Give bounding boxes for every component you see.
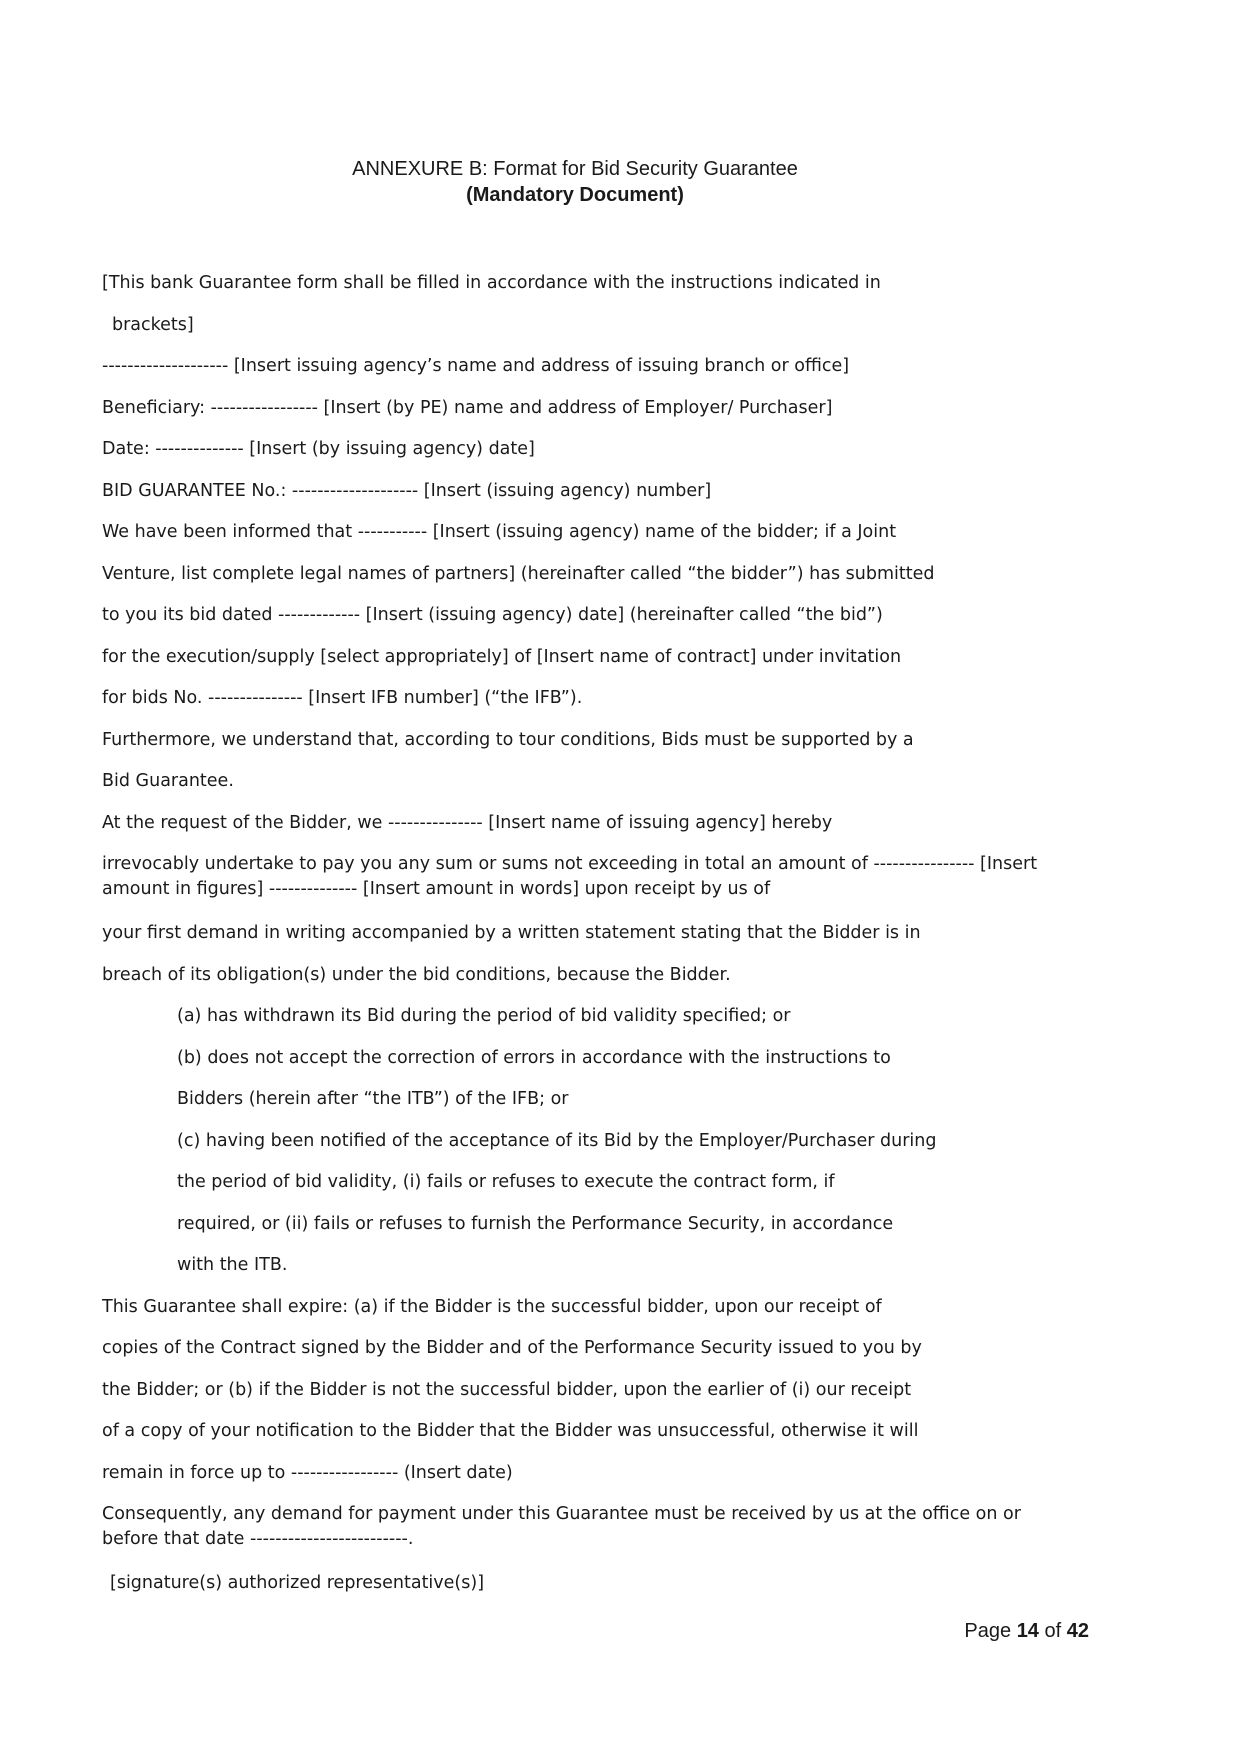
paragraph-line: the Bidder; or (b) if the Bidder is not the successful bidder, upon the earlier of (i) our receipt (102, 1379, 912, 1400)
paragraph-line: Venture, list complete legal names of partners] (hereinafter called “the bidder”) has submitted (102, 563, 935, 584)
paragraph-line: breach of its obligation(s) under the bid conditions, because the Bidder. (102, 964, 731, 985)
title-block (0, 157, 1150, 209)
paragraph-line: to you its bid dated ------------- [Insert (issuing agency) date] (hereinafter called “the bid”) (102, 605, 883, 625)
paragraph-line: for bids No. --------------- [Insert IFB number] (“the IFB”). (102, 688, 583, 708)
signature-line: [signature(s) authorized representative(s)] (110, 1573, 485, 1593)
paragraph-line: copies of the Contract signed by the Bidder and of the Performance Security issued to you by (102, 1338, 922, 1358)
paragraph-line: your first demand in writing accompanied by a written statement stating that the Bidder is in (102, 923, 921, 943)
condition-item-c: (c) having been notified of the acceptance of its Bid by the Employer/Purchaser during (177, 1130, 937, 1151)
page-current: 14 (1016, 1620, 1039, 1642)
of-word: of (1044, 1620, 1062, 1642)
page-total: 42 (1066, 1620, 1089, 1642)
paragraph-line: of a copy of your notification to the Bidder that the Bidder was unsuccessful, otherwise it will (102, 1421, 919, 1441)
paragraph-line: -------------------- [Insert issuing agency’s name and address of issuing branch or office] (102, 356, 850, 376)
guarantee-body (102, 268, 1082, 1610)
condition-item-b-cont: Bidders (herein after “the ITB”) of the IFB; or (177, 1089, 569, 1109)
condition-item-a: (a) has withdrawn its Bid during the period of bid validity specified; or (177, 1006, 791, 1026)
paragraph-line: remain in force up to ----------------- (Insert date) (102, 1462, 513, 1483)
paragraph-line: irrevocably undertake to pay you any sum or sums not exceeding in total an amount of ---------------- [Insert amount in figures] -------------- [Insert amount in words] upon receipt by us of (102, 854, 1038, 899)
date-line: Date: -------------- [Insert (by issuing agency) date] (102, 439, 535, 459)
paragraph-line: Consequently, any demand for payment under this Guarantee must be received by us at the office on or before that date -------------------------. (102, 1504, 1021, 1549)
page-word: Page (964, 1620, 1012, 1642)
page-number (964, 1620, 1089, 1643)
paragraph-line: Furthermore, we understand that, according to tour conditions, Bids must be supported by a (102, 729, 914, 750)
paragraph-line: At the request of the Bidder, we --------------- [Insert name of issuing agency] hereby (102, 812, 833, 833)
paragraph-line: [This bank Guarantee form shall be filled in accordance with the instructions indicated in (102, 273, 881, 293)
condition-item-b: (b) does not accept the correction of errors in accordance with the instructions to (177, 1047, 891, 1068)
document-title: ANNEXURE B: Format for Bid Security Guarantee (352, 158, 798, 180)
document-subtitle: (Mandatory Document) (466, 184, 684, 206)
paragraph-line: Bid Guarantee. (102, 771, 234, 791)
paragraph-line: brackets] (112, 314, 194, 335)
paragraph-line: This Guarantee shall expire: (a) if the Bidder is the successful bidder, upon our receipt of (102, 1296, 882, 1317)
condition-item-c-cont: with the ITB. (177, 1255, 288, 1275)
guarantee-number-line: BID GUARANTEE No.: -------------------- [Insert (issuing agency) number] (102, 480, 712, 501)
paragraph-line: We have been informed that ----------- [Insert (issuing agency) name of the bidder; if a Joint (102, 522, 897, 542)
beneficiary-line: Beneficiary: ----------------- [Insert (by PE) name and address of Employer/ Purchaser] (102, 397, 833, 418)
paragraph-line: for the execution/supply [select appropriately] of [Insert name of contract] under invitation (102, 646, 902, 667)
condition-item-c-cont: the period of bid validity, (i) fails or refuses to execute the contract form, if (177, 1172, 835, 1192)
condition-item-c-cont: required, or (ii) fails or refuses to furnish the Performance Security, in accordance (177, 1213, 894, 1234)
